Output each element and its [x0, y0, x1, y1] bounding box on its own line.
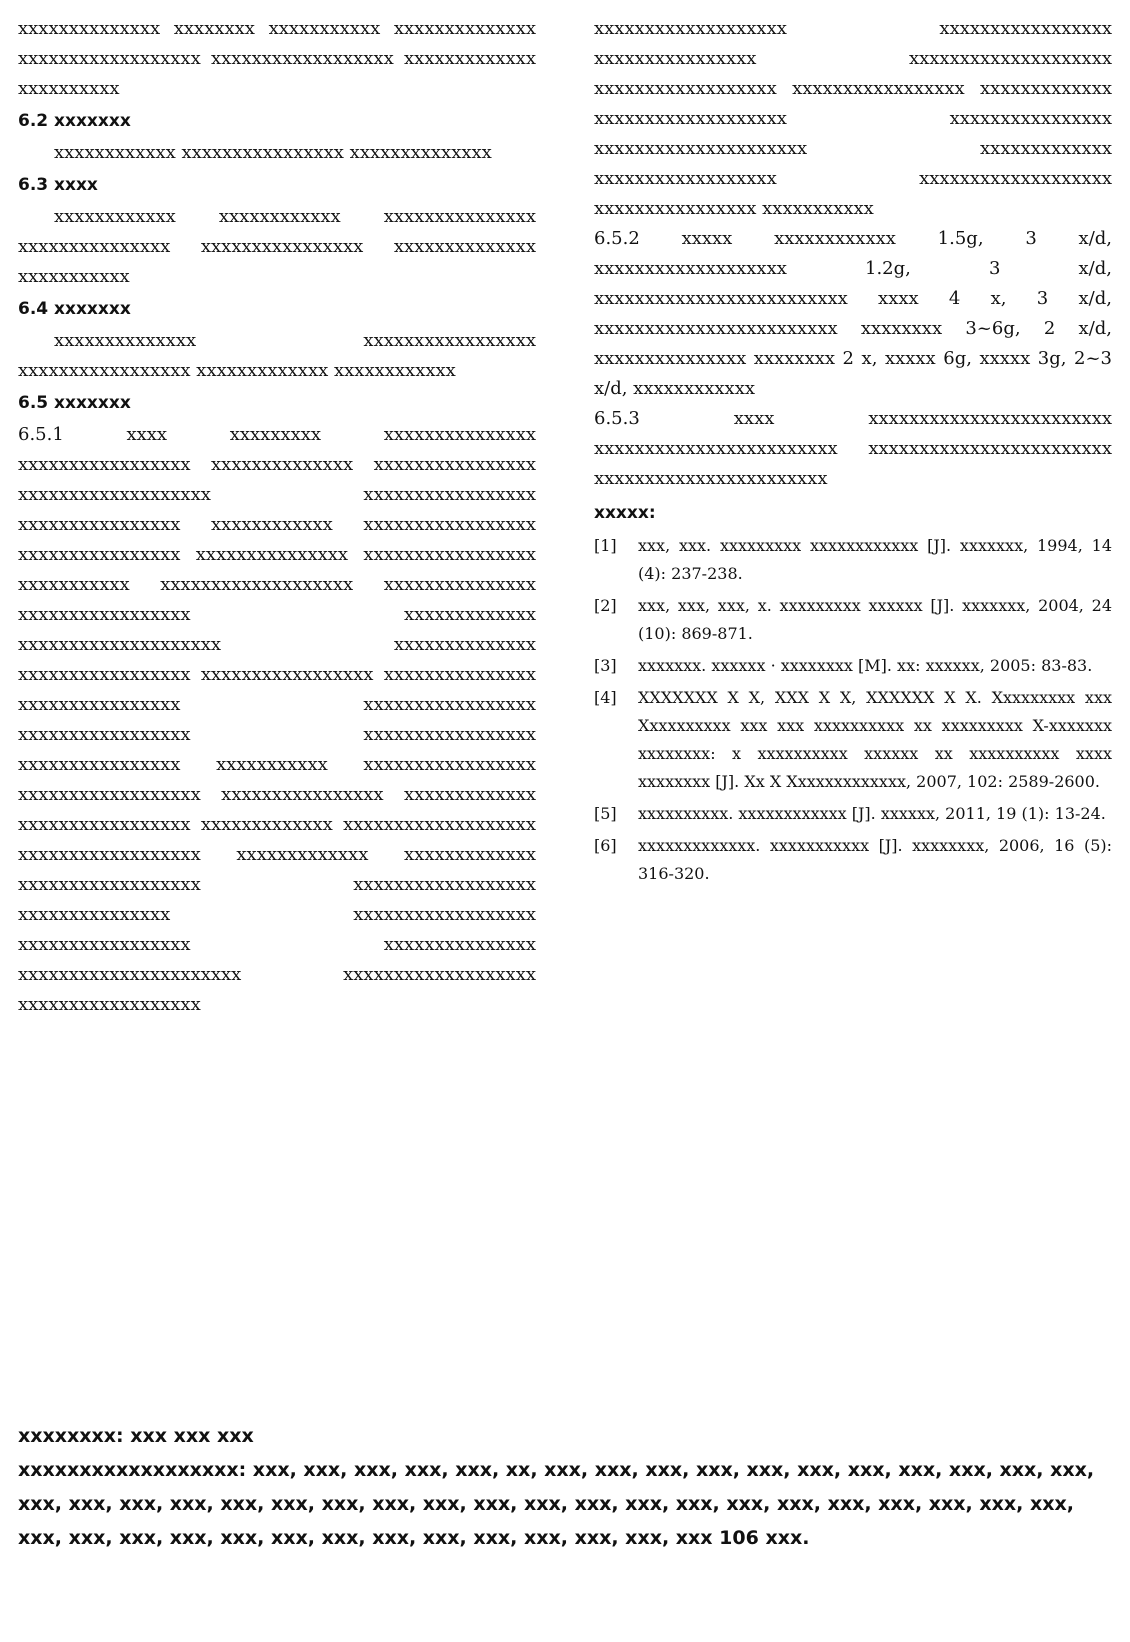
- paragraph-intro: xxxxxxxxxxxxxx xxxxxxxx xxxxxxxxxxx xxxxxxxxxxxxxx xxxxxxxxxxxxxxxxxx xxxxxxxxxxxxxxxxxx xxxxxxxxxxxxx xxxxxxxxxx: [18, 18, 536, 99]
- drafters-line: xxxxxxxx: xxx xxx xxx: [18, 1425, 254, 1447]
- reference-item: [594, 832, 1112, 888]
- two-column-body: [18, 14, 1112, 1402]
- article-page: [18, 14, 1112, 1628]
- paragraph-6-5-1-continued: xxxxxxxxxxxxxxxxxxx xxxxxxxxxxxxxxxxx xxxxxxxxxxxxxxxx xxxxxxxxxxxxxxxxxxxx xxxxxxxxxxxxxxxxxx xxxxxxxxxxxxxxxxx xxxxxxxxxxxxx xxxxxxxxxxxxxxxxxxx xxxxxxxxxxxxxxxx xxxxxxxxxxxxxxxxxxxxx xxxxxxxxxxxxx xxxxxxxxxxxxxxxxxx xxxxxxxxxxxxxxxxxxx xxxxxxxxxxxxxxxx xxxxxxxxxxx: [594, 18, 1112, 219]
- consensus-authors-footer: [18, 1419, 1112, 1555]
- reference-item: [594, 532, 1112, 588]
- reference-text: XXXXXXX X X, XXX X X, XXXXXX X X. Xxxxxxxxx xxx Xxxxxxxxxx xxx xxx xxxxxxxxxx xx xxxxxxxxx X-xxxxxxx xxxxxxxx: x xxxxxxxxxx xxxxxx xx xxxxxxxxxx xxxx xxxxxxxx [J]. Xx X Xxxxxxxxxxxxx, 2007, 102: 2589-2600.: [638, 688, 1112, 791]
- reference-number: [5]: [594, 804, 617, 823]
- reference-text: xxx, xxx, xxx, x. xxxxxxxxx xxxxxx [J]. xxxxxxx, 2004, 24 (10): 869-871.: [638, 596, 1112, 643]
- reference-item: [594, 652, 1112, 680]
- paragraph-6-3: xxxxxxxxxxxx xxxxxxxxxxxx xxxxxxxxxxxxxxx xxxxxxxxxxxxxxx xxxxxxxxxxxxxxxx xxxxxxxxxxxxxx xxxxxxxxxxx: [18, 206, 536, 287]
- heading-6-3: 6.3 xxxx: [18, 175, 98, 195]
- left-column: [18, 14, 536, 1402]
- paragraph-6-5-2: 6.5.2 xxxxx xxxxxxxxxxxx 1.5g, 3 x/d, xxxxxxxxxxxxxxxxxxx 1.2g, 3 x/d, xxxxxxxxxxxxxxxxxxxxxxxxx xxxx 4 x, 3 x/d, xxxxxxxxxxxxxxxxxxxxxxxx xxxxxxxx 3~6g, 2 x/d, xxxxxxxxxxxxxxx xxxxxxxx 2 x, xxxxx 6g, xxxxx 3g, 2~3 x/d, xxxxxxxxxxxx: [594, 228, 1112, 399]
- paragraph-6-5-1: 6.5.1 xxxx xxxxxxxxx xxxxxxxxxxxxxxx xxxxxxxxxxxxxxxxx xxxxxxxxxxxxxx xxxxxxxxxxxxxxxx xxxxxxxxxxxxxxxxxxx xxxxxxxxxxxxxxxxx xxxxxxxxxxxxxxxx xxxxxxxxxxxx xxxxxxxxxxxxxxxxx xxxxxxxxxxxxxxxx xxxxxxxxxxxxxxx xxxxxxxxxxxxxxxxx xxxxxxxxxxx xxxxxxxxxxxxxxxxxxx xxxxxxxxxxxxxxx xxxxxxxxxxxxxxxxx xxxxxxxxxxxxx xxxxxxxxxxxxxxxxxxxx xxxxxxxxxxxxxx xxxxxxxxxxxxxxxxx xxxxxxxxxxxxxxxxx xxxxxxxxxxxxxxx xxxxxxxxxxxxxxxx xxxxxxxxxxxxxxxxx xxxxxxxxxxxxxxxxx xxxxxxxxxxxxxxxxx xxxxxxxxxxxxxxxx xxxxxxxxxxx xxxxxxxxxxxxxxxxx xxxxxxxxxxxxxxxxxx xxxxxxxxxxxxxxxx xxxxxxxxxxxxx xxxxxxxxxxxxxxxxx xxxxxxxxxxxxx xxxxxxxxxxxxxxxxxxx xxxxxxxxxxxxxxxxxx xxxxxxxxxxxxx xxxxxxxxxxxxx xxxxxxxxxxxxxxxxxx xxxxxxxxxxxxxxxxxx xxxxxxxxxxxxxxx xxxxxxxxxxxxxxxxxx xxxxxxxxxxxxxxxxx xxxxxxxxxxxxxxx xxxxxxxxxxxxxxxxxxxxxx xxxxxxxxxxxxxxxxxxx xxxxxxxxxxxxxxxxxx: [18, 424, 536, 1015]
- reference-text: xxxxxxxxxxxxx. xxxxxxxxxxx [J]. xxxxxxxx, 2006, 16 (5): 316-320.: [638, 836, 1112, 883]
- paragraph-6-5-3: 6.5.3 xxxx xxxxxxxxxxxxxxxxxxxxxxxx xxxxxxxxxxxxxxxxxxxxxxxx xxxxxxxxxxxxxxxxxxxxxxxx xxxxxxxxxxxxxxxxxxxxxxx: [594, 408, 1112, 489]
- reference-number: [3]: [594, 656, 617, 675]
- reference-number: [1]: [594, 536, 617, 555]
- reference-item: [594, 684, 1112, 796]
- references-heading: xxxxx:: [594, 503, 656, 523]
- reference-text: xxx, xxx. xxxxxxxxx xxxxxxxxxxxx [J]. xxxxxxx, 1994, 14 (4): 237-238.: [638, 536, 1112, 583]
- heading-6-5: 6.5 xxxxxxx: [18, 393, 131, 413]
- reference-item: [594, 800, 1112, 828]
- paragraph-6-2: xxxxxxxxxxxx xxxxxxxxxxxxxxxx xxxxxxxxxxxxxx: [54, 142, 492, 163]
- heading-6-4: 6.4 xxxxxxx: [18, 299, 131, 319]
- reference-text: xxxxxxxxxx. xxxxxxxxxxxx [J]. xxxxxx, 2011, 19 (1): 13-24.: [638, 804, 1106, 823]
- reference-list: [594, 532, 1112, 888]
- reference-number: [6]: [594, 836, 617, 855]
- committee-members: xxxxxxxxxxxxxxxxxx: xxx, xxx, xxx, xxx, xxx, xx, xxx, xxx, xxx, xxx, xxx, xxx, xxx, xxx, xxx, xxx, xxx, xxx, xxx, xxx, xxx, xxx, xxx, xxx, xxx, xxx, xxx, xxx, xxx, xxx, xxx, xxx, xxx, xxx, xxx, xxx, xxx, xxx, xxx, xxx, xxx, xxx, xxx, xxx, xxx, xxx, xxx, xxx, xxx, xxx, xxx, xxx 106 xxx.: [18, 1459, 1095, 1549]
- reference-text: xxxxxxx. xxxxxx · xxxxxxxx [M]. xx: xxxxxx, 2005: 83-83.: [638, 656, 1093, 675]
- reference-item: [594, 592, 1112, 648]
- paragraph-6-4: xxxxxxxxxxxxxx xxxxxxxxxxxxxxxxx xxxxxxxxxxxxxxxxx xxxxxxxxxxxxx xxxxxxxxxxxx: [18, 330, 536, 381]
- reference-number: [2]: [594, 596, 617, 615]
- heading-6-2: 6.2 xxxxxxx: [18, 111, 131, 131]
- right-column: [594, 14, 1112, 1402]
- reference-number: [4]: [594, 688, 617, 707]
